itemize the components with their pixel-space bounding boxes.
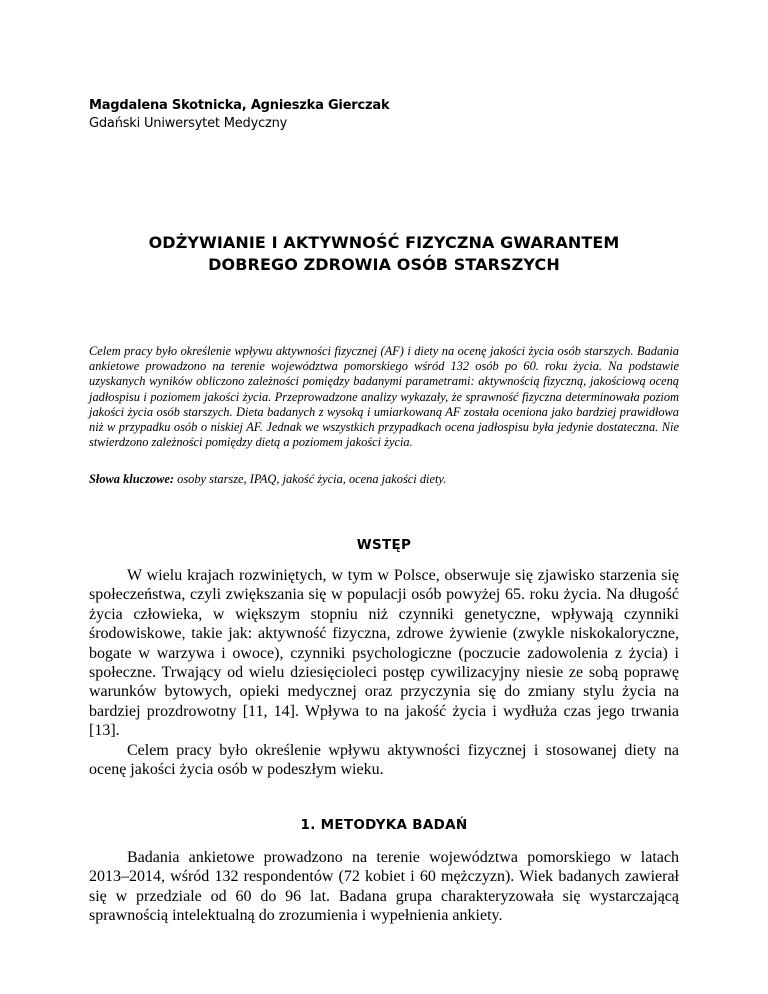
- section-heading-methods: 1. METODYKA BADAŃ: [300, 817, 468, 833]
- abstract: Celem pracy było określenie wpływu aktywności fizycznej (AF) i diety na ocenę jakości życia osób starszych. Badania ankietowe prowadzono na terenie województwa pomorskiego wśród 132 osób po 60. roku życia. Na podstawie uzyskanych wyników obliczono zależności pomiędzy badanymi parametrami: aktywnością fizyczną, jakościową oceną jadłospisu i poziomem jakości życia. Przeprowadzone analizy wykazały, że sprawność fizyczna determinowała poziom jakości życia osób starszych. Dieta badanych z wysoką i umiarkowaną AF została oceniona jako bardziej prawidłowa niż w przypadku osób o niskiej AF. Jednak we wszystkich przypadkach ocena jadłospisu była jedynie dostateczna. Nie stwierdzono zależności pomiędzy dietą a poziomem jakości życia.: [89, 344, 679, 450]
- paper-title-line-2: DOBREGO ZDROWIA OSÓB STARSZYCH: [208, 255, 560, 274]
- methods-paragraph-1: Badania ankietowe prowadzono na terenie województwa pomorskiego w latach 2013–2014, wśród 132 respondentów (72 kobiet i 60 mężczyzn). Wiek badanych zawierał się w przedziale od 60 do 96 lat. Badana grupa charakteryzowała się wystarczającą sprawnością intelektualną do zrozumienia i wypełnienia ankiety.: [89, 849, 679, 925]
- affiliation: Gdański Uniwersytet Medyczny: [89, 116, 288, 131]
- keywords-label: Słowa kluczowe:: [89, 472, 175, 486]
- paper-title-line-1: ODŻYWIANIE I AKTYWNOŚĆ FIZYCZNA GWARANTEM: [148, 233, 620, 252]
- intro-paragraph-2: Celem pracy było określenie wpływu aktywności fizycznej i stosowanej diety na ocenę jakości życia osób w podeszłym wieku.: [89, 741, 679, 779]
- keywords: [89, 472, 679, 487]
- intro-body: [89, 566, 679, 779]
- authors: Magdalena Skotnicka, Agnieszka Gierczak: [89, 98, 390, 113]
- intro-paragraph-1: W wielu krajach rozwiniętych, w tym w Polsce, obserwuje się zjawisko starzenia się społeczeństwa, czyli zwiększania się w populacji osób powyżej 65. roku życia. Na długość życia człowieka, w większym stopniu niż czynniki genetyczne, wpływają czynniki środowiskowe, takie jak: aktywność fizyczna, zdrowe żywienie (zwykle niskokaloryczne, bogate w warzywa i owoce), czynniki psychologiczne (poczucie zadowolenia z życia) i społeczne. Trwający od wielu dziesięcioleci postęp cywilizacyjny niesie ze sobą poprawę warunków bytowych, opieki medycznej oraz przyczynia się do zmiany stylu życia na bardziej prozdrowotny [11, 14]. Wpływa to na jakość życia i wydłuża czas jego trwania [13].: [89, 567, 679, 740]
- section-heading-intro: WSTĘP: [356, 537, 412, 553]
- keywords-list: osoby starsze, IPAQ, jakość życia, ocena jakości diety.: [174, 472, 447, 486]
- methods-body: [89, 848, 679, 926]
